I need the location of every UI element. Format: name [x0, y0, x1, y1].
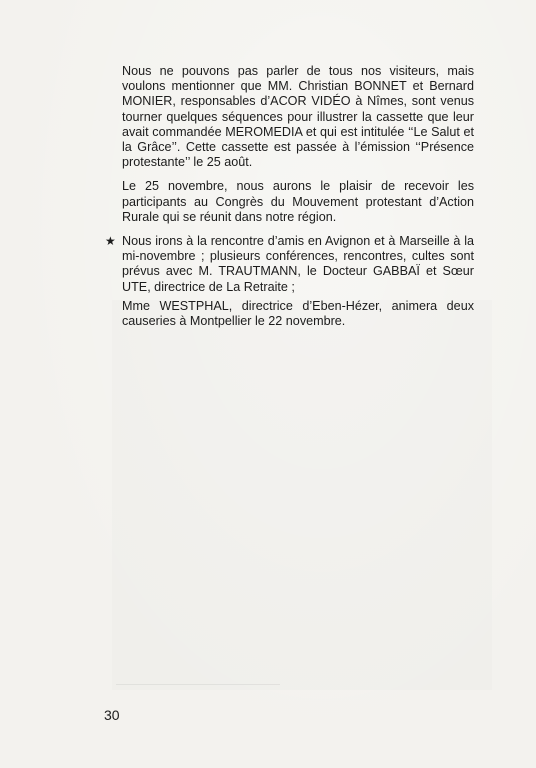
paragraph-westphal: Mme WESTPHAL, directrice d’Eben-Hézer, animera deux causeries à Montpellier le 22 novembre. — [122, 298, 474, 329]
bullet-item — [105, 234, 474, 295]
divider — [116, 684, 280, 685]
star-icon: ★ — [105, 234, 116, 249]
paragraph-visitors: Nous ne pouvons pas parler de tous nos visiteurs, mais voulons mentionner que MM. Christian BONNET et Bernard MONIER, responsables d’ACOR VIDÉO à Nîmes, sont venus tourner quelques séquences pour illustrer la cassette que leur avait commandée MEROMEDIA et qui est intitulée ‘‘Le Salut et la Grâce’’. Cette cassette est passée à l’émission ‘‘Présence protestante’’ le 25 août. — [122, 64, 474, 170]
bullet-text: Nous irons à la rencontre d’amis en Avignon et à Marseille à la mi-novembre ; plusieurs conférences, rencontres, cultes sont prévus avec M. TRAUTMANN, le Docteur GABBAÏ et Sœur UTE, directrice de La Retraite ; — [122, 234, 474, 294]
show-through-area — [112, 300, 492, 690]
page-number: 30 — [104, 707, 120, 723]
paragraph-congress: Le 25 novembre, nous aurons le plaisir de recevoir les participants au Congrès du Mouvement protestant d’Action Rurale qui se réunit dans notre région. — [122, 179, 474, 224]
text-body — [105, 64, 474, 338]
